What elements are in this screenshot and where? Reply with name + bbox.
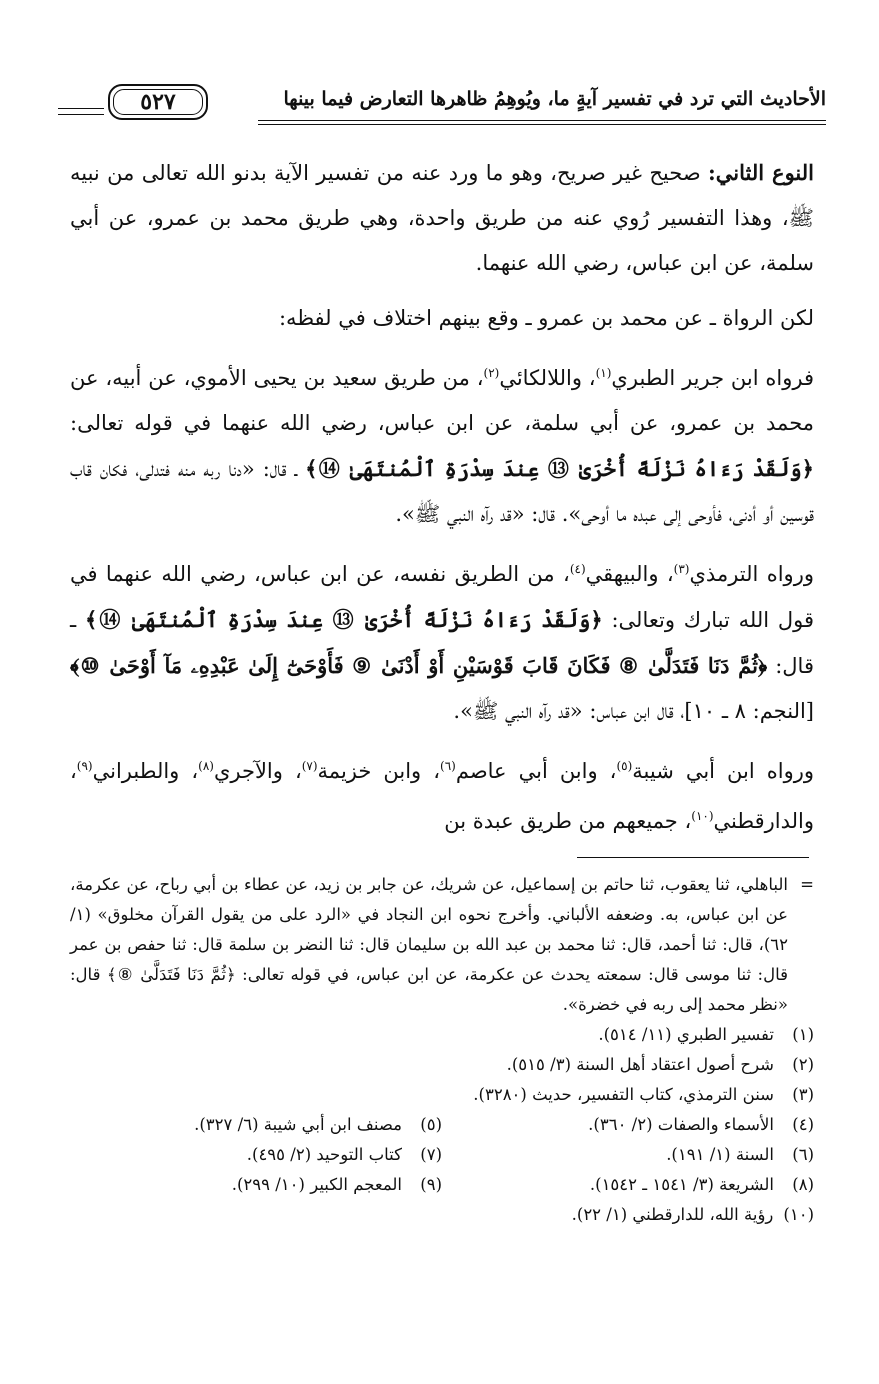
footnote-text: المعجم الكبير (١٠/ ٢٩٩). bbox=[231, 1175, 402, 1194]
header-rule bbox=[58, 114, 104, 115]
text-run: ، والطبراني bbox=[92, 759, 199, 783]
footnote-row bbox=[70, 1170, 814, 1200]
footnote-row bbox=[70, 1050, 814, 1080]
footnote-number: (٩) bbox=[420, 1175, 442, 1194]
footnote-text: الباهلي، ثنا يعقوب، ثنا حاتم بن إسماعيل، عن شريك، عن جابر بن زيد، عن عطاء بن أبي رباح، عن عكرمة، عن ابن عباس، به. وضعفه الألباني. وأخرج نحوه ابن النجاد في «الرد على من يقول القرآن مخلوق» (١/ ٦٢)، قال: ثنا أحمد، قال: ثنا محمد بن عبد الله بن سليمان قال: ثنا النضر بن سلمة قال: ثنا حفص بن عمر قال: ثنا موسى قال: سمعته يحدث عن عكرمة، عن ابن عباس، في قوله تعالى: ﴿ثُمَّ دَنَا فَتَدَلَّىٰ ⑧﴾ قال: «نظر محمد إلى ربه في خضرة». bbox=[70, 875, 788, 1014]
footnote-number: (٥) bbox=[420, 1115, 442, 1134]
text-run: [النجم: ٨ ـ ١٠]، قال ابن عباس: «قد رآه النبي ﷺ». bbox=[453, 699, 814, 723]
footnote-number: (٦) bbox=[792, 1145, 814, 1164]
page-header bbox=[58, 84, 826, 128]
footnote-number: (١) bbox=[792, 1025, 814, 1044]
footnote-text: السنة (١/ ١٩١). bbox=[666, 1145, 774, 1164]
continuation-mark: = bbox=[800, 875, 814, 894]
footnote-item bbox=[442, 1140, 814, 1170]
footnotes bbox=[70, 870, 814, 1230]
text-run: ، من الطريق نفسه، عن ابن عباس، رضي الله عنهما في قول الله تبارك وتعالى: bbox=[70, 562, 815, 632]
footnote-ref[interactable]: (٥) bbox=[616, 759, 633, 773]
footnote-ref[interactable]: (٣) bbox=[673, 562, 690, 576]
footnote-ref[interactable]: (٩) bbox=[76, 759, 93, 773]
paragraph bbox=[70, 744, 814, 844]
text-run: ، وابن خزيمة bbox=[317, 759, 441, 783]
footnote-continuation bbox=[70, 870, 814, 1020]
footnote-text: رؤية الله، للدارقطني (١/ ٢٢). bbox=[571, 1205, 774, 1224]
footnote-separator bbox=[577, 857, 809, 858]
text-run: ـ قال: bbox=[70, 608, 814, 678]
text-run: ، وابن أبي عاصم bbox=[455, 759, 617, 783]
text-run: ، من طريق سعيد بن يحيى الأموي، عن أبيه، عن محمد بن عمرو، عن أبي سلمة، عن ابن عباس، رضي الله عنهما في قوله تعالى: bbox=[70, 366, 814, 435]
paragraph bbox=[70, 296, 814, 341]
footnote-text: كتاب التوحيد (٢/ ٤٩٥). bbox=[246, 1145, 402, 1164]
footnote-number: (٤) bbox=[792, 1115, 814, 1134]
page-number: ٥٢٧ bbox=[140, 89, 176, 115]
footnote-text: الأسماء والصفات (٢/ ٣٦٠). bbox=[588, 1115, 774, 1134]
text-run: ، والدارقطني bbox=[70, 759, 814, 833]
text-run: فرواه ابن جرير الطبري bbox=[611, 366, 814, 390]
footnote-item bbox=[70, 1140, 442, 1170]
footnote-number: (٧) bbox=[420, 1145, 442, 1164]
footnote-number: (٣) bbox=[792, 1085, 814, 1104]
footnote-number: (٨) bbox=[792, 1175, 814, 1194]
text-run: ، واللالكائي bbox=[499, 366, 596, 390]
footnote-text: شرح أصول اعتقاد أهل السنة (٣/ ٥١٥). bbox=[506, 1055, 774, 1074]
footnote-item bbox=[473, 1080, 814, 1110]
footnote-ref[interactable]: (٧) bbox=[301, 759, 318, 773]
running-title: الأحاديث التي ترد في تفسير آيةٍ ما، ويُوهِمُ ظاهرها التعارض فيما بينها bbox=[283, 88, 826, 110]
quran-verse: ﴿وَلَقَدْ رَءَاهُ نَزْلَةً أُخْرَىٰ ⑬ عِندَ سِدْرَةِ ٱلْمُنتَهَىٰ ⑭﴾ bbox=[84, 607, 603, 632]
footnote-ref[interactable]: (٨) bbox=[198, 759, 214, 773]
footnote-item bbox=[70, 1170, 442, 1200]
paragraph-text: لكن الرواة ـ عن محمد بن عمرو ـ وقع بينهم اختلاف في لفظه: bbox=[278, 306, 814, 330]
footnote-item bbox=[70, 1110, 442, 1140]
footnote-item bbox=[572, 1200, 814, 1230]
header-rule bbox=[258, 124, 826, 125]
footnote-text: الشريعة (٣/ ١٥٤١ ـ ١٥٤٢). bbox=[589, 1175, 774, 1194]
page-number-frame bbox=[108, 84, 208, 120]
footnote-ref[interactable]: (١) bbox=[595, 366, 612, 380]
footnote-item bbox=[598, 1020, 814, 1050]
quran-verse: ﴿وَلَقَدْ رَءَاهُ نَزْلَةً أُخْرَىٰ ⑬ عِندَ سِدْرَةِ ٱلْمُنتَهَىٰ ⑭﴾ bbox=[305, 456, 814, 481]
footnote-ref[interactable]: (٦) bbox=[440, 759, 456, 773]
footnote-item bbox=[507, 1050, 814, 1080]
footnote-row bbox=[70, 1020, 814, 1050]
header-rule bbox=[58, 108, 104, 109]
text-run: ، والآجري bbox=[213, 759, 302, 783]
text-run: ورواه الترمذي bbox=[689, 562, 814, 586]
footnote-row bbox=[70, 1080, 814, 1110]
text-run: ، والبيهقي bbox=[585, 562, 674, 586]
footnote-ref[interactable]: (٤) bbox=[569, 562, 586, 576]
footnote-text: سنن الترمذي، كتاب التفسير، حديث (٣٢٨٠). bbox=[473, 1085, 774, 1104]
header-rule bbox=[258, 120, 826, 121]
text-run: ـ قال: «دنا ربه منه فتدلى، فكان قاب قوسين أو أدنى، فأوحى إلى عبده ما أوحى». قال: «قد رآه النبي ﷺ». bbox=[70, 457, 814, 526]
paragraph bbox=[70, 547, 814, 734]
paragraph bbox=[70, 351, 814, 537]
footnote-text: مصنف ابن أبي شيبة (٦/ ٣٢٧). bbox=[194, 1115, 402, 1134]
footnote-ref[interactable]: (١٠) bbox=[691, 809, 714, 823]
main-text bbox=[70, 150, 814, 854]
footnote-ref[interactable]: (٢) bbox=[483, 366, 500, 380]
paragraph bbox=[70, 150, 814, 286]
footnote-row bbox=[70, 1140, 814, 1170]
paragraph-text: صحيح غير صريح، وهو ما ورد عنه من تفسير الآية بدنو الله تعالى من نبيه ﷺ، وهذا التفسير رُوي عنه من طريق واحدة، وهي طريق محمد بن عمرو، عن أبي سلمة، عن ابن عباس، رضي الله عنهما. bbox=[70, 161, 814, 275]
section-lead: النوع الثاني: bbox=[708, 160, 814, 185]
text-run: ، جميعهم من طريق عبدة بن bbox=[444, 809, 692, 833]
quran-verse: ﴿ثُمَّ دَنَا فَتَدَلَّىٰ ⑧ فَكَانَ قَابَ قَوْسَيْنِ أَوْ أَدْنَىٰ ⑨ فَأَوْحَىٰٓ إِلَىٰ عَبْدِهِۦ مَآ أَوْحَىٰ ⑩﴾ bbox=[70, 653, 768, 678]
footnote-row bbox=[70, 1110, 814, 1140]
footnote-row bbox=[70, 1200, 814, 1230]
footnote-number: (١٠) bbox=[783, 1205, 814, 1224]
footnote-text: تفسير الطبري (١١/ ٥١٤). bbox=[598, 1025, 774, 1044]
text-run: ورواه ابن أبي شيبة bbox=[632, 759, 814, 783]
footnote-item bbox=[442, 1110, 814, 1140]
footnote-number: (٢) bbox=[792, 1055, 814, 1074]
footnote-item bbox=[442, 1170, 814, 1200]
